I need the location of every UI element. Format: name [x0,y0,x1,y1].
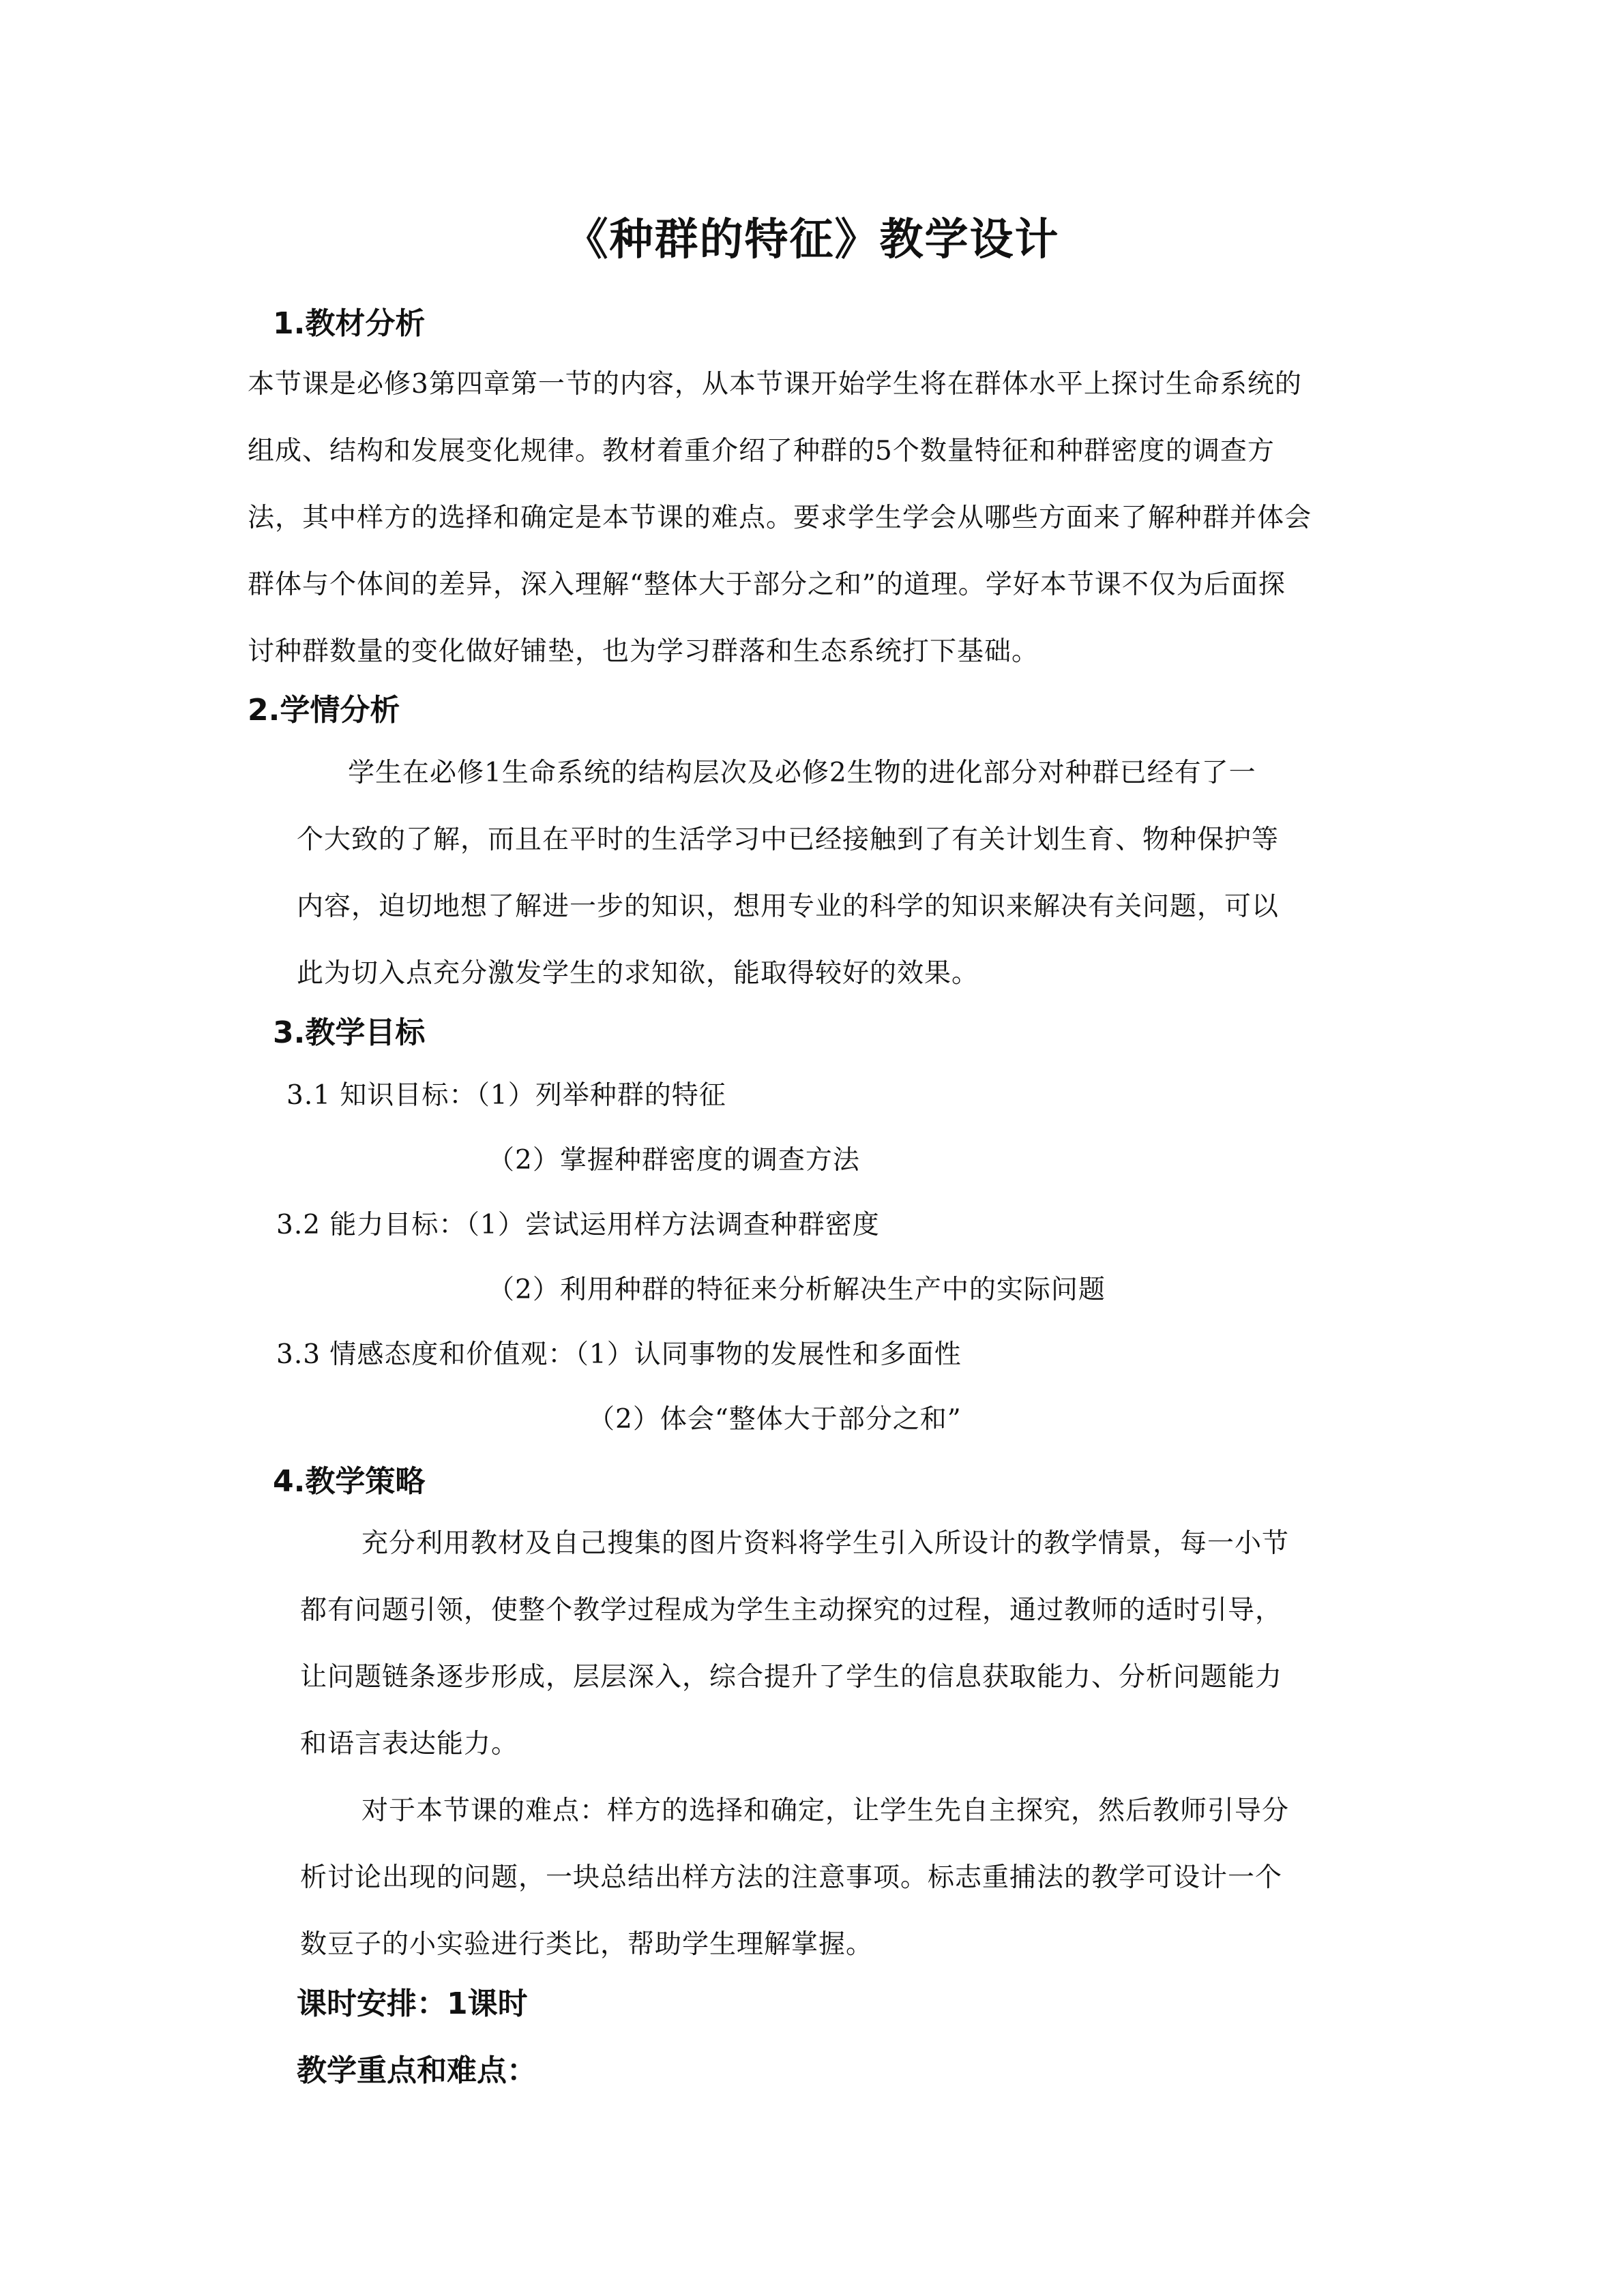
paragraph-line: 学生在必修1生命系统的结构层次及必修2生物的进化部分对种群已经有了一 [348,758,1256,788]
schedule-heading: 课时安排：1课时 [297,1986,528,2021]
paragraph-line: 法，其中样方的选择和确定是本节课的难点。要求学生学会从哪些方面来了解种群并体会 [248,503,1312,533]
paragraph-line: 和语言表达能力。 [300,1729,519,1759]
paragraph-line: 本节课是必修3第四章第一节的内容，从本节课开始学生将在群体水平上探讨生命系统的 [248,369,1302,400]
paragraph-line: 对于本节课的难点：样方的选择和确定，让学生先自主探究，然后教师引导分 [361,1795,1290,1826]
paragraph-line: 讨种群数量的变化做好铺垫，也为学习群落和生态系统打下基础。 [248,636,1039,667]
paragraph-line: 析讨论出现的问题，一块总结出样方法的注意事项。标志重捕法的教学可设计一个 [300,1862,1283,1893]
page-title: 《种群的特征》教学设计 [564,215,1060,265]
goal-line: 3.1 知识目标：（1）列举种群的特征 [286,1080,726,1111]
paragraph-line: 此为切入点充分激发学生的求知欲，能取得较好的效果。 [297,958,979,989]
paragraph-line: 群体与个体间的差异，深入理解“整体大于部分之和”的道理。学好本节课不仅为后面探 [248,569,1286,600]
goal-line: （2）利用种群的特征来分析解决生产中的实际问题 [488,1274,1106,1305]
paragraph-line: 组成、结构和发展变化规律。教材着重介绍了种群的5个数量特征和种群密度的调查方 [248,436,1275,466]
goal-line: 3.3 情感态度和价值观：（1）认同事物的发展性和多面性 [276,1339,962,1370]
section-heading-3: 3.教学目标 [273,1015,426,1050]
section-heading-2: 2.学情分析 [248,693,400,728]
paragraph-line: 个大致的了解，而且在平时的生活学习中已经接触到了有关计划生育、物种保护等 [297,824,1280,855]
paragraph-line: 都有问题引领，使整个教学过程成为学生主动探究的过程，通过教师的适时引导， [300,1595,1283,1626]
keypoints-heading: 教学重点和难点： [297,2053,537,2088]
section-heading-4: 4.教学策略 [273,1464,426,1499]
paragraph-line: 内容，迫切地想了解进一步的知识，想用专业的科学的知识来解决有关问题，可以 [297,891,1280,922]
goal-line: （2）体会“整体大于部分之和” [588,1404,962,1435]
paragraph-line: 让问题链条逐步形成，层层深入，综合提升了学生的信息获取能力、分析问题能力 [300,1662,1283,1693]
section-heading-1: 1.教材分析 [273,306,426,341]
paragraph-line: 充分利用教材及自己搜集的图片资料将学生引入所设计的教学情景，每一小节 [361,1528,1290,1559]
goal-line: 3.2 能力目标：（1）尝试运用样方法调查种群密度 [276,1210,880,1240]
paragraph-line: 数豆子的小实验进行类比，帮助学生理解掌握。 [300,1929,874,1960]
goal-line: （2）掌握种群密度的调查方法 [488,1145,860,1176]
